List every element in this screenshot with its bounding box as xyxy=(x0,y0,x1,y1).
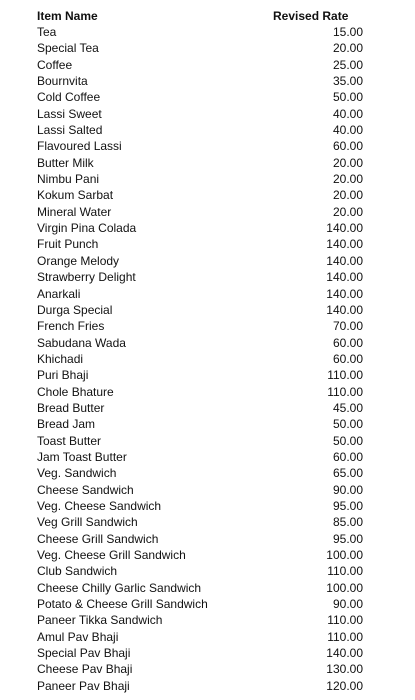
table-row xyxy=(0,433,415,449)
item-rate: 20.00 xyxy=(332,188,363,203)
item-name: Orange Melody xyxy=(37,253,120,268)
item-name: Veg. Cheese Sandwich xyxy=(37,498,162,513)
table-row xyxy=(0,106,415,122)
item-rate: 60.00 xyxy=(332,449,363,464)
item-rate: 40.00 xyxy=(332,123,363,138)
table-row xyxy=(0,580,415,596)
item-name: Amul Pav Bhaji xyxy=(37,629,119,644)
item-name: Khichadi xyxy=(37,351,84,366)
table-row xyxy=(0,367,415,383)
item-name: Bread Jam xyxy=(37,417,96,432)
table-row xyxy=(0,40,415,56)
item-name: Strawberry Delight xyxy=(37,270,136,285)
item-rate: 130.00 xyxy=(326,662,363,677)
table-row xyxy=(0,138,415,154)
table-row xyxy=(0,302,415,318)
item-name: Cheese Pav Bhaji xyxy=(37,662,133,677)
item-rate: 140.00 xyxy=(326,221,363,236)
item-rate: 140.00 xyxy=(326,253,363,268)
item-rate: 50.00 xyxy=(332,433,363,448)
table-row xyxy=(0,514,415,530)
item-name: Lassi Sweet xyxy=(37,106,102,121)
table-row xyxy=(0,73,415,89)
table-row xyxy=(0,286,415,302)
item-name: Cheese Sandwich xyxy=(37,482,134,497)
item-name: Veg. Sandwich xyxy=(37,466,117,481)
item-name: Cheese Grill Sandwich xyxy=(37,531,159,546)
item-name: Potato & Cheese Grill Sandwich xyxy=(37,597,208,612)
table-row xyxy=(0,612,415,628)
item-rate: 140.00 xyxy=(326,302,363,317)
table-row xyxy=(0,531,415,547)
item-name: Paneer Tikka Sandwich xyxy=(37,613,163,628)
table-row xyxy=(0,498,415,514)
item-rate: 110.00 xyxy=(327,629,363,644)
table-row xyxy=(0,24,415,40)
item-rate: 95.00 xyxy=(332,531,363,546)
item-name: Special Tea xyxy=(37,41,99,56)
item-name: Lassi Salted xyxy=(37,123,103,138)
table-row xyxy=(0,629,415,645)
table-row xyxy=(0,89,415,105)
item-name: Nimbu Pani xyxy=(37,172,100,187)
item-name: Coffee xyxy=(37,57,73,72)
table-row xyxy=(0,171,415,187)
item-name: Chole Bhature xyxy=(37,384,114,399)
item-name: Jam Toast Butter xyxy=(37,449,127,464)
table-row xyxy=(0,416,415,432)
table-row xyxy=(0,236,415,252)
table-row xyxy=(0,465,415,481)
item-name: Paneer Pav Bhaji xyxy=(37,678,130,693)
table-row xyxy=(0,563,415,579)
item-rate: 110.00 xyxy=(327,384,363,399)
item-name: Veg. Cheese Grill Sandwich xyxy=(37,548,186,562)
table-row xyxy=(0,661,415,677)
item-rate: 40.00 xyxy=(332,106,363,121)
item-name: Special Pav Bhaji xyxy=(37,646,131,661)
table-row xyxy=(0,645,415,661)
item-rate: 25.00 xyxy=(332,57,363,72)
price-list xyxy=(0,24,415,694)
table-row xyxy=(0,220,415,236)
table-row xyxy=(0,318,415,334)
item-rate: 110.00 xyxy=(327,368,363,383)
table-header xyxy=(0,7,415,25)
item-name: Puri Bhaji xyxy=(37,368,89,383)
table-row xyxy=(0,253,415,269)
item-name: Kokum Sarbat xyxy=(37,188,114,203)
item-rate: 140.00 xyxy=(326,270,363,285)
item-rate: 20.00 xyxy=(332,41,363,56)
table-row xyxy=(0,204,415,220)
item-rate: 45.00 xyxy=(332,400,363,415)
item-name: Veg Grill Sandwich xyxy=(37,515,138,530)
item-rate: 20.00 xyxy=(332,155,363,170)
item-rate: 90.00 xyxy=(332,482,363,497)
table-row xyxy=(0,400,415,416)
item-name: Virgin Pina Colada xyxy=(37,221,137,236)
item-rate: 50.00 xyxy=(332,417,363,432)
item-rate: 110.00 xyxy=(327,564,363,579)
item-rate: 100.00 xyxy=(326,548,363,562)
item-rate: 35.00 xyxy=(332,74,363,89)
table-row xyxy=(0,155,415,171)
table-row xyxy=(0,449,415,465)
item-rate: 60.00 xyxy=(332,139,363,154)
table-row xyxy=(0,57,415,73)
item-name: Tea xyxy=(37,25,57,39)
table-row xyxy=(0,678,415,694)
item-rate: 140.00 xyxy=(326,286,363,301)
item-name: Sabudana Wada xyxy=(37,335,126,350)
item-name: Flavoured Lassi xyxy=(37,139,122,154)
item-rate: 140.00 xyxy=(326,646,363,661)
item-name: Bournvita xyxy=(37,74,88,89)
item-rate: 85.00 xyxy=(332,515,363,530)
item-rate: 120.00 xyxy=(326,678,363,693)
item-name: Toast Butter xyxy=(37,433,102,448)
table-row xyxy=(0,351,415,367)
table-row xyxy=(0,335,415,351)
item-name: Anarkali xyxy=(37,286,81,301)
item-rate: 90.00 xyxy=(332,597,363,612)
item-name: Durga Special xyxy=(37,302,113,317)
table-row xyxy=(0,482,415,498)
item-rate: 60.00 xyxy=(332,351,363,366)
table-row xyxy=(0,547,415,563)
item-rate: 50.00 xyxy=(332,90,363,105)
item-name: Fruit Punch xyxy=(37,237,99,252)
revised-rate-header: Revised Rate xyxy=(273,9,349,23)
item-rate: 20.00 xyxy=(332,172,363,187)
item-rate: 110.00 xyxy=(327,613,363,628)
item-name: Club Sandwich xyxy=(37,564,118,579)
item-rate: 70.00 xyxy=(332,319,363,334)
table-row xyxy=(0,596,415,612)
item-name: Butter Milk xyxy=(37,155,94,170)
table-row xyxy=(0,187,415,203)
item-name-header: Item Name xyxy=(37,9,98,23)
item-name: Cold Coffee xyxy=(37,90,101,105)
item-rate: 100.00 xyxy=(326,580,363,595)
item-rate: 95.00 xyxy=(332,498,363,513)
item-rate: 20.00 xyxy=(332,204,363,219)
item-rate: 65.00 xyxy=(332,466,363,481)
table-row xyxy=(0,269,415,285)
item-name: Bread Butter xyxy=(37,400,105,415)
item-name: Cheese Chilly Garlic Sandwich xyxy=(37,580,202,595)
item-name: Mineral Water xyxy=(37,204,112,219)
item-rate: 140.00 xyxy=(326,237,363,252)
table-row xyxy=(0,384,415,400)
item-rate: 60.00 xyxy=(332,335,363,350)
table-row xyxy=(0,122,415,138)
item-rate: 15.00 xyxy=(332,25,363,39)
item-name: French Fries xyxy=(37,319,105,334)
